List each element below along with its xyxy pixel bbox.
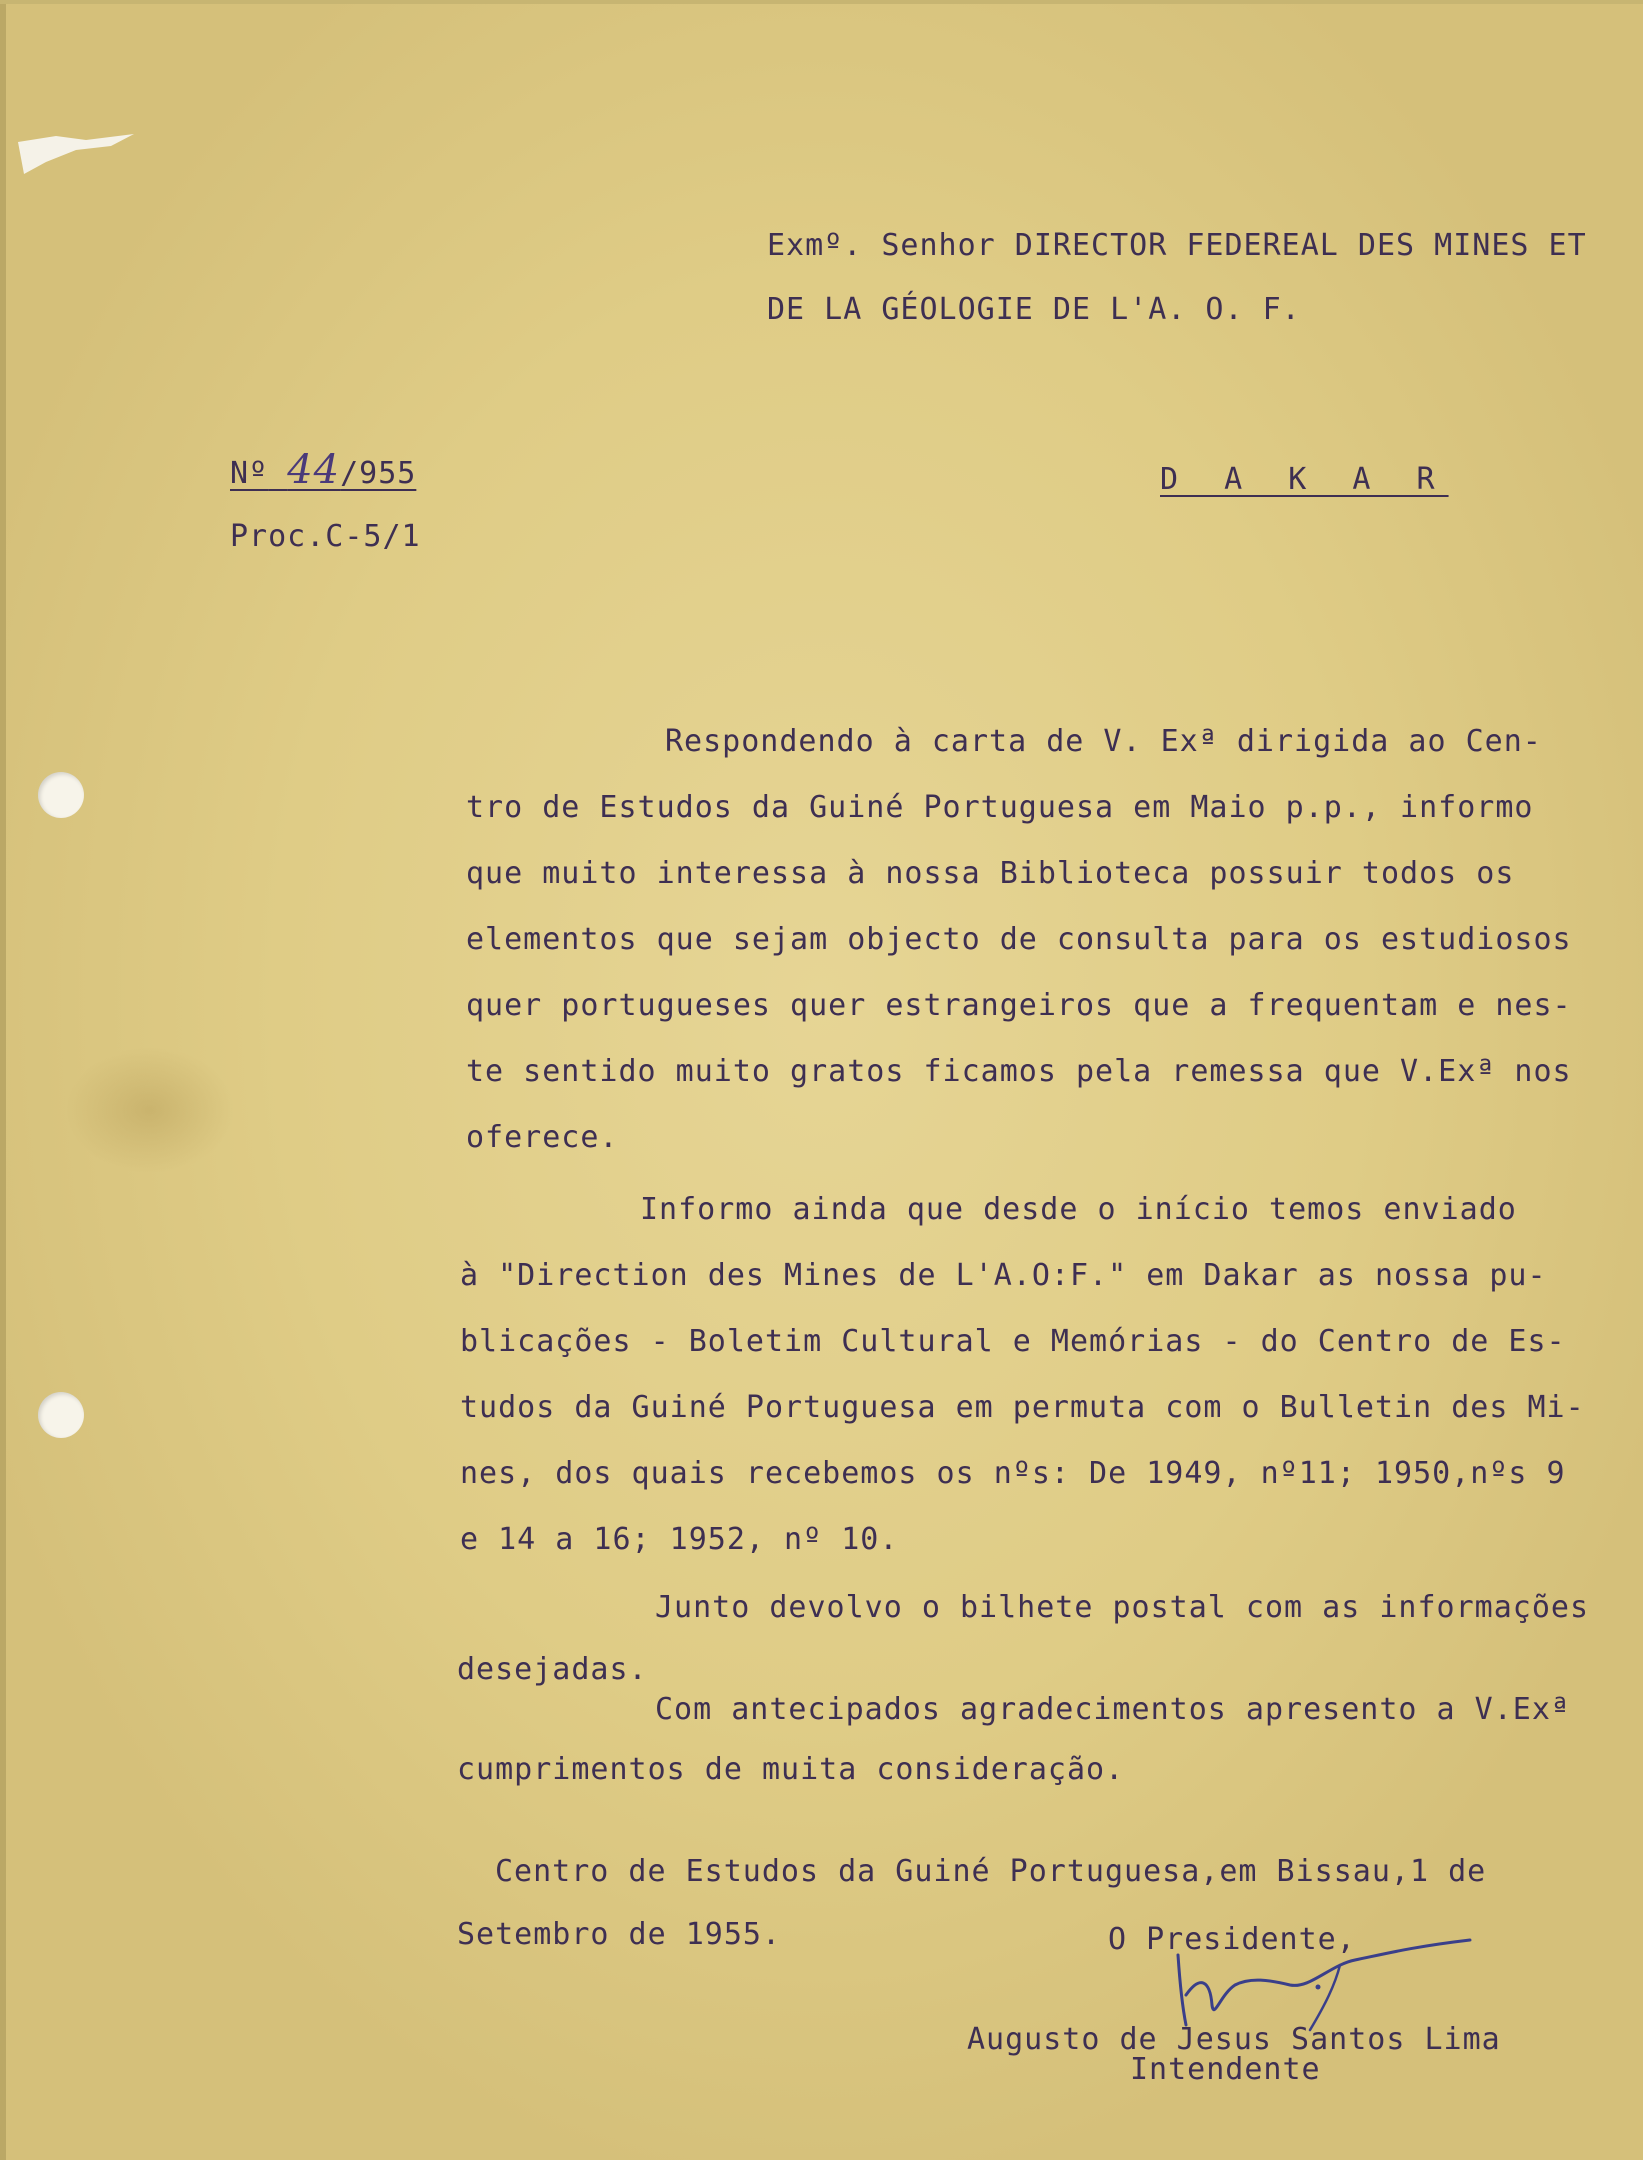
body-line: desejadas. <box>457 1652 648 1687</box>
body-line: Com antecipados agradecimentos apresento a V.Exª <box>655 1692 1570 1727</box>
body-line: Respondendo à carta de V. Exª dirigida ao Cen- <box>665 724 1542 759</box>
address-line-1: Exmº. Senhor DIRECTOR FEDEREAL DES MINES ET <box>767 228 1587 263</box>
body-line: elementos que sejam objecto de consulta para os estudiosos <box>466 922 1572 957</box>
body-line: à "Direction des Mines de L'A.O:F." em Dakar as nossa pu- <box>460 1258 1547 1293</box>
body-line: tro de Estudos da Guiné Portuguesa em Maio p.p., informo <box>466 790 1534 825</box>
reference-number <box>230 447 417 493</box>
body-line: Informo ainda que desde o início temos enviado <box>640 1192 1517 1227</box>
body-line: e 14 a 16; 1952, nº 10. <box>460 1522 899 1557</box>
body-line: tudos da Guiné Portuguesa em permuta com o Bulletin des Mi- <box>460 1390 1585 1425</box>
punch-hole-bottom <box>38 1392 84 1438</box>
torn-corner <box>16 132 136 182</box>
body-line: blicações - Boletim Cultural e Memórias - do Centro de Es- <box>460 1324 1566 1359</box>
page-edge <box>0 0 6 2160</box>
reference-handwritten-number: 44 <box>287 447 341 493</box>
signatory-name: Augusto de Jesus Santos Lima <box>967 2022 1501 2057</box>
closing-date: Setembro de 1955. <box>457 1917 782 1952</box>
closing-place-date: Centro de Estudos da Guiné Portuguesa,em Bissau,1 de <box>495 1854 1487 1889</box>
body-line: te sentido muito gratos ficamos pela remessa que V.Exª nos <box>466 1054 1572 1089</box>
body-line: Junto devolvo o bilhete postal com as informações <box>655 1590 1590 1625</box>
body-line: cumprimentos de muita consideração. <box>457 1752 1125 1787</box>
reference-prefix: Nº <box>230 456 269 491</box>
body-line: oferece. <box>466 1120 619 1155</box>
process-number: Proc.C-5/1 <box>230 519 421 554</box>
signatory-title: Intendente <box>1130 2052 1321 2087</box>
body-line: que muito interessa à nossa Biblioteca possuir todos os <box>466 856 1515 891</box>
signatory-role: O Presidente, <box>1108 1922 1356 1957</box>
destination-city: D A K A R <box>1160 462 1449 497</box>
body-line: nes, dos quais recebemos os nºs: De 1949, nº11; 1950,nºs 9 <box>460 1456 1566 1491</box>
reference-year: /955 <box>340 456 417 491</box>
body-line: quer portugueses quer estrangeiros que a frequentam e nes- <box>466 988 1572 1023</box>
page-edge-top <box>0 0 1643 4</box>
address-line-2: DE LA GÉOLOGIE DE L'A. O. F. <box>767 292 1301 327</box>
punch-hole-top <box>38 772 84 818</box>
